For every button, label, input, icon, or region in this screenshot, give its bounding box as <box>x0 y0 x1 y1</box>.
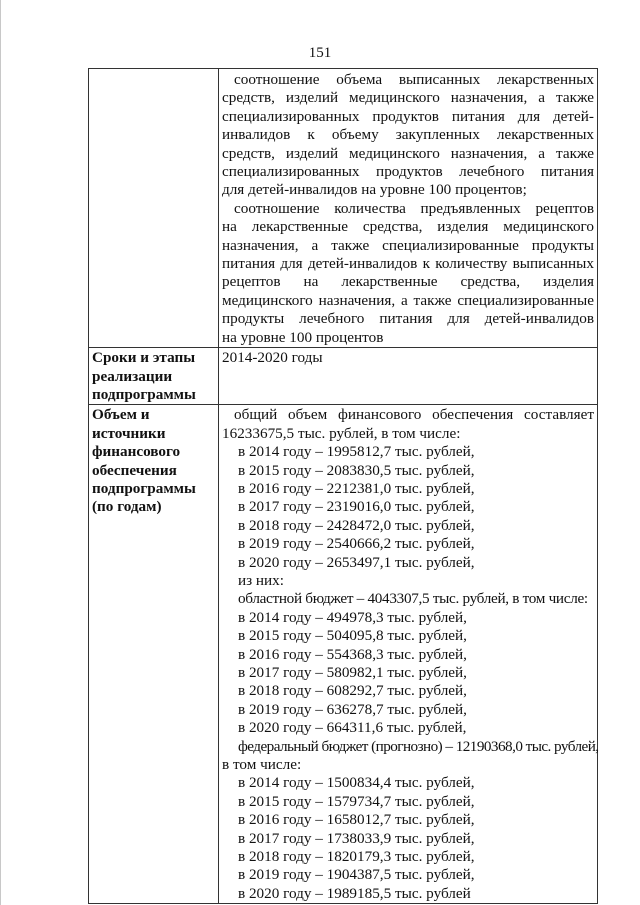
total-intro: 16233675,5 тыс. рублей, в том числе: <box>222 424 461 442</box>
text-line: соотношение объема выписанных лекарственных <box>234 71 594 88</box>
label-line: (по годам) <box>92 498 162 516</box>
regional-year-line: в 2017 году – 580982,1 тыс. рублей, <box>238 664 467 681</box>
regional-year-line: в 2014 году – 494978,3 тыс. рублей, <box>238 608 467 626</box>
text-line: на лекарственные средства, изделия медицинского <box>222 218 594 236</box>
regional-year-line: в 2016 году – 554368,3 тыс. рублей, <box>238 645 467 663</box>
table-row-timeline <box>89 348 598 405</box>
row-label-timeline <box>89 348 219 405</box>
total-year-line: в 2017 году – 2319016,0 тыс. рублей, <box>238 498 475 516</box>
label-line: финансового <box>92 443 181 461</box>
federal-intro: в том числе: <box>222 756 302 774</box>
timeline-content <box>219 348 598 405</box>
label-line: источники <box>92 424 166 442</box>
text-line: специализированных продуктов лечебного питания <box>222 163 594 181</box>
text-line: средств, изделий медицинского назначения, а также <box>222 144 594 162</box>
row-label-financing <box>89 405 219 904</box>
regional-year-line: в 2019 году – 636278,7 тыс. рублей, <box>238 700 467 718</box>
text-line: питания для детей-инвалидов к количеству выписанных <box>222 255 594 273</box>
text-line: рецептов на лекарственные средства, изделия <box>222 273 594 291</box>
text-line: медицинского назначения, а также специализированные <box>222 291 594 309</box>
federal-year-line: в 2015 году – 1579734,7 тыс. рублей, <box>238 792 475 810</box>
total-year-line: в 2019 году – 2540666,2 тыс. рублей, <box>238 535 475 553</box>
label-line: подпрограммы <box>92 479 196 497</box>
federal-year-line: в 2020 году – 1989185,5 тыс. рублей <box>238 884 471 902</box>
total-year-line: в 2016 году – 2212381,0 тыс. рублей, <box>238 479 475 497</box>
label-line: Сроки и этапы <box>92 349 196 367</box>
label-line: Объем и <box>92 406 150 424</box>
timeline-value: 2014-2020 годы <box>222 349 323 367</box>
label-line: подпрограммы <box>92 385 196 403</box>
federal-year-line: в 2014 году – 1500834,4 тыс. рублей, <box>238 774 475 792</box>
table-row-financing <box>89 405 598 904</box>
federal-year-line: в 2016 году – 1658012,7 тыс. рублей, <box>238 811 475 829</box>
total-year-line: в 2020 году – 2653497,1 тыс. рублей, <box>238 553 475 571</box>
scan-edge-line <box>0 0 1 905</box>
text-line: на уровне 100 процентов <box>222 328 384 346</box>
federal-year-line: в 2017 году – 1738033,9 тыс. рублей, <box>238 829 475 847</box>
total-year-line: в 2018 году – 2428472,0 тыс. рублей, <box>238 516 475 534</box>
regional-year-line: в 2018 году – 608292,7 тыс. рублей, <box>238 682 467 700</box>
federal-year-line: в 2018 году – 1820179,3 тыс. рублей, <box>238 848 475 866</box>
page-number: 151 <box>308 45 332 61</box>
text-line: средств, изделий медицинского назначения, а также <box>222 89 594 107</box>
label-line: обеспечения <box>92 461 177 479</box>
subprogram-passport-table <box>88 68 598 904</box>
total-year-line: в 2014 году – 1995812,7 тыс. рублей, <box>238 443 475 461</box>
financing-content <box>219 405 598 904</box>
of-them-label: из них: <box>238 571 284 589</box>
table-row-indicators <box>89 69 598 348</box>
regional-intro: областной бюджет – 4043307,5 тыс. рублей, в том числе: <box>238 590 588 608</box>
text-line: для детей-инвалидов на уровне 100 процентов; <box>222 181 527 199</box>
indicators-content <box>219 69 598 348</box>
regional-year-line: в 2015 году – 504095,8 тыс. рублей, <box>238 627 467 645</box>
row-label-empty <box>89 69 219 348</box>
total-year-line: в 2015 году – 2083830,5 тыс. рублей, <box>238 461 475 479</box>
text-line: назначения, а также специализированные продукты <box>222 236 594 254</box>
federal-intro: федеральный бюджет (прогнозно) – 12190368,0 тыс. рублей, <box>238 737 599 755</box>
text-line: инвалидов к объему закупленных лекарственных <box>222 126 594 144</box>
text-line: продукты лечебного питания для детей-инвалидов <box>222 310 594 328</box>
regional-year-line: в 2020 году – 664311,6 тыс. рублей, <box>238 719 467 737</box>
federal-year-line: в 2019 году – 1904387,5 тыс. рублей, <box>238 866 475 884</box>
total-intro: общий объем финансового обеспечения составляет <box>234 406 594 424</box>
text-line: соотношение количества предъявленных рецептов <box>234 199 594 217</box>
text-line: специализированных продуктов питания для детей- <box>222 107 594 125</box>
label-line: реализации <box>92 367 173 385</box>
